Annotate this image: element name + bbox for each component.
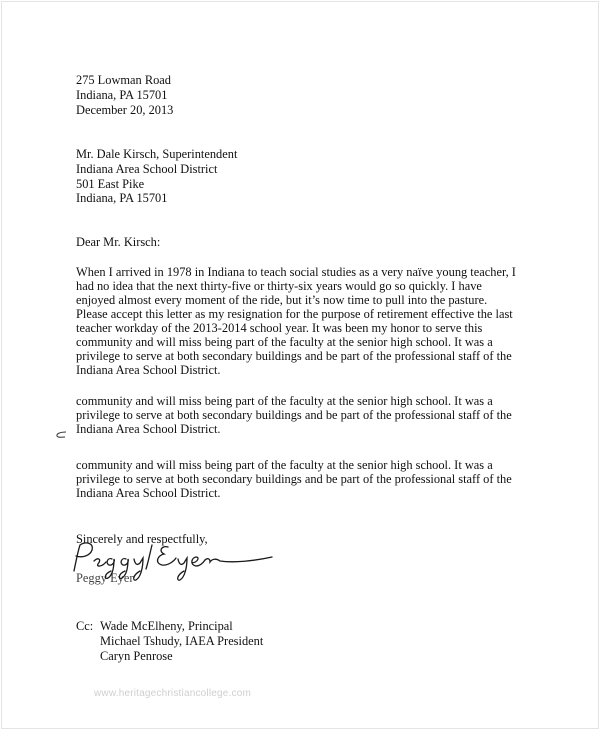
body-line: community and will miss being part of the faculty at the senior high school. It was a <box>76 335 493 349</box>
body-line: Indiana Area School District. <box>76 422 221 436</box>
watermark-text: www.heritagechristiancollege.com <box>94 688 252 699</box>
letter-date: December 20, 2013 <box>76 103 174 117</box>
body-line: Indiana Area School District. <box>76 363 221 377</box>
body-line: privilege to serve at both secondary buildings and be part of the professional staff of the <box>76 349 512 363</box>
body-line: privilege to serve at both secondary buildings and be part of the professional staff of the <box>76 472 512 486</box>
body-line: community and will miss being part of the faculty at the senior high school. It was a <box>76 458 493 472</box>
salutation: Dear Mr. Kirsch: <box>76 235 161 249</box>
body-line: Indiana Area School District. <box>76 486 221 500</box>
sender-city: Indiana, PA 15701 <box>76 88 168 102</box>
recipient-name: Mr. Dale Kirsch, Superintendent <box>76 147 238 161</box>
body-paragraph-3 <box>76 458 546 500</box>
letter-page <box>1 1 599 729</box>
body-paragraph-1 <box>76 265 546 377</box>
cc-recipient: Michael Tshudy, IAEA President <box>100 634 264 648</box>
recipient-organization: Indiana Area School District <box>76 162 218 176</box>
cc-recipient: Caryn Penrose <box>100 649 173 663</box>
recipient-city: Indiana, PA 15701 <box>76 191 168 205</box>
body-paragraph-2 <box>76 394 546 436</box>
pen-mark-icon <box>54 430 68 440</box>
cc-label: Cc: <box>76 619 94 633</box>
body-line: had no idea that the next thirty-five or thirty-six years would go so quickly. I have <box>76 279 482 293</box>
body-line: teacher workday of the 2013-2014 school year. It was been my honor to serve this <box>76 321 483 335</box>
body-line: When I arrived in 1978 in Indiana to teach social studies as a very naïve young teacher, I <box>76 265 516 279</box>
typed-signatory-name: Peggy Eyer <box>76 571 134 585</box>
body-line: community and will miss being part of the faculty at the senior high school. It was a <box>76 394 493 408</box>
closing: Sincerely and respectfully, <box>76 532 208 546</box>
sender-street: 275 Lowman Road <box>76 73 171 87</box>
body-line: Please accept this letter as my resignation for the purpose of retirement effective the last <box>76 307 513 321</box>
body-line: privilege to serve at both secondary buildings and be part of the professional staff of the <box>76 408 512 422</box>
recipient-street: 501 East Pike <box>76 177 145 191</box>
cc-recipient: Wade McElheny, Principal <box>100 619 233 633</box>
body-line: enjoyed almost every moment of the ride, but it’s now time to pull into the pasture. <box>76 293 488 307</box>
